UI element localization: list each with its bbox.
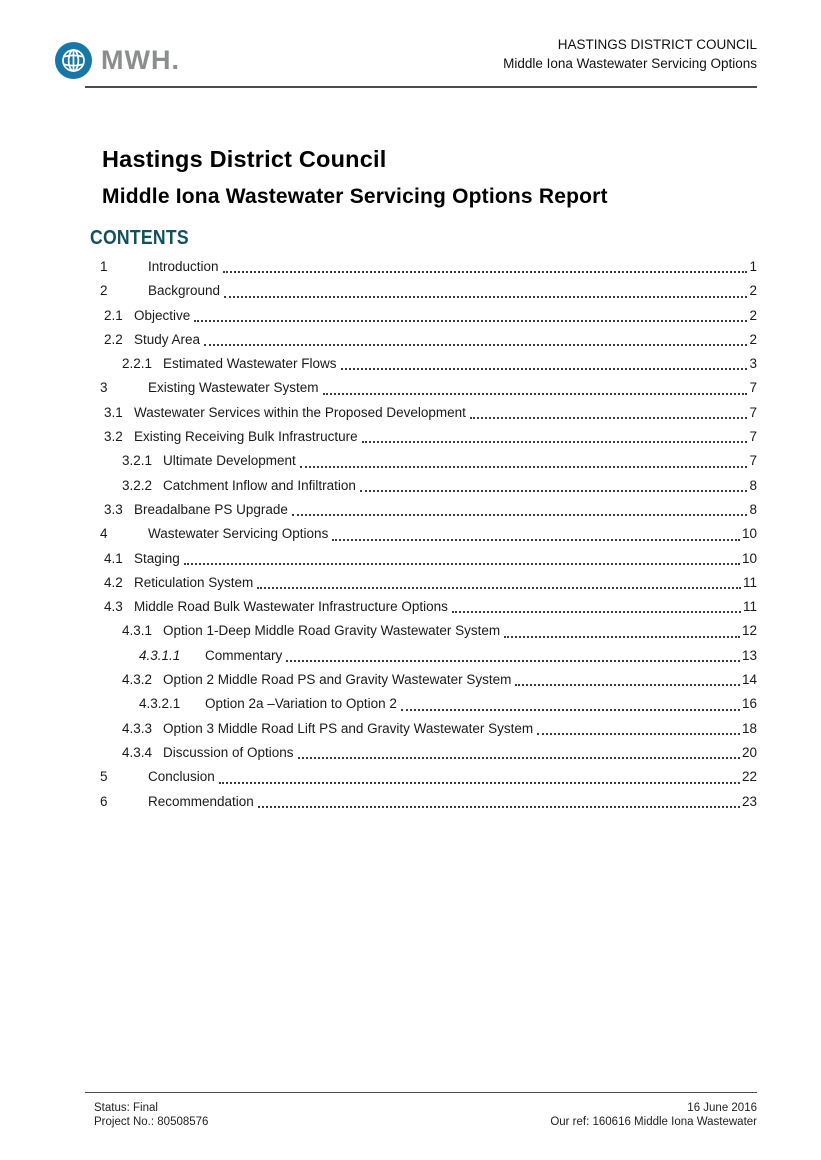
toc-entry-label: Option 2a –Variation to Option 2 [205,696,397,712]
footer-left [94,1101,208,1129]
doc-subtitle: Middle Iona Wastewater Servicing Options Report [102,185,608,208]
toc-entry [97,765,757,789]
toc-entry-label: Wastewater Servicing Options [148,526,329,542]
toc-entry-label: Middle Road Bulk Wastewater Infrastructure Options [134,599,448,615]
toc-entry-number: 4 [100,526,108,542]
toc-leader-dots [257,585,741,589]
toc-entry [97,328,757,352]
toc-entry [97,401,757,425]
toc-entry [97,595,757,619]
toc-entry [97,790,757,814]
toc-entry [97,376,757,400]
toc-entry-label: Existing Wastewater System [148,380,319,396]
toc-entry [97,692,757,716]
toc-entry-label: Commentary [205,647,283,663]
toc-entry [97,425,757,449]
toc-entry-label: Study Area [134,331,201,347]
toc-entry [97,668,757,692]
toc-entry-number: 3.2.1 [122,453,153,469]
toc-entry-label: Wastewater Services within the Proposed Development [134,404,466,420]
toc-entry-label: Background [148,283,221,299]
toc-entry-page: 7 [749,380,757,396]
toc-entry-label: Option 2 Middle Road PS and Gravity Wastewater System [163,672,512,688]
toc-entry-page: 1 [749,259,757,274]
toc-entry-number: 4.3.1.1 [139,647,181,663]
toc-entry-page: 18 [741,720,757,736]
toc-entry-number: 3.1 [104,404,123,420]
mwh-logo [55,42,180,79]
toc-leader-dots [360,488,748,492]
toc-entry-label: Existing Receiving Bulk Infrastructure [134,429,358,445]
toc-leader-dots [184,561,740,565]
header-doc-line: Middle Iona Wastewater Servicing Options [503,55,757,71]
toc-entry [97,449,757,473]
toc-entry-number: 4.1 [104,550,123,566]
footer-rule [85,1092,757,1093]
footer-status: Status: Final [94,1102,158,1114]
toc-leader-dots [401,707,740,711]
toc-leader-dots [258,804,740,808]
toc-entry-label: Staging [134,550,180,566]
toc-leader-dots [219,780,740,784]
toc-entry-label: Breadalbane PS Upgrade [134,501,288,517]
toc-entry [97,741,757,765]
toc-entry-number: 3.2 [104,429,123,445]
toc-leader-dots [286,658,740,662]
toc-leader-dots [323,391,748,395]
toc-entry-number: 3 [100,380,108,396]
toc-entry [97,279,757,303]
toc-leader-dots [515,682,740,686]
header-right [503,36,757,73]
toc-entry-label: Option 1-Deep Middle Road Gravity Wastewater System [163,623,501,639]
toc-entry-page: 22 [741,769,757,785]
toc-entry-page: 13 [741,647,757,663]
toc-entry-page: 10 [741,550,757,566]
footer-ref: Our ref: 160616 Middle Iona Wastewater [550,1116,757,1128]
footer-project: Project No.: 80508576 [94,1116,209,1128]
toc-entry-number: 4.3.1 [122,623,153,639]
toc-entry-label: Discussion of Options [163,744,294,760]
toc-entry [97,644,757,668]
toc-entry-page: 20 [741,744,757,760]
globe-icon [55,42,92,79]
toc-entry [97,474,757,498]
toc-entry-number: 3.3 [104,501,123,517]
toc-entry-number: 3.2.2 [122,477,153,493]
header-rule [85,86,757,88]
toc-leader-dots [298,755,740,759]
toc-leader-dots [204,342,747,346]
toc-entry-number: 2.2.1 [122,356,153,372]
toc-entry [97,304,757,328]
toc-entry-label: Option 3 Middle Road Lift PS and Gravity Wastewater System [163,720,534,736]
toc-entry [97,522,757,546]
toc-entry-page: 16 [741,696,757,712]
toc-entry [97,352,757,376]
toc-leader-dots [224,294,747,298]
toc-entry-number: 6 [100,793,108,809]
toc-leader-dots [537,731,740,735]
toc-entry-page: 8 [749,477,757,493]
toc-leader-dots [362,439,748,443]
toc-entry-label: Reticulation System [134,574,254,590]
toc-leader-dots [300,464,748,468]
contents-heading: CONTENTS [90,227,189,249]
toc-entry-page: 11 [742,599,757,615]
toc-entry-label: Ultimate Development [163,453,296,469]
toc-leader-dots [504,634,740,638]
toc-leader-dots [223,269,748,273]
toc-entry-number: 2 [100,283,108,299]
toc-entry [97,547,757,571]
toc-leader-dots [194,318,747,322]
toc-entry-label: Estimated Wastewater Flows [163,356,337,372]
toc-leader-dots [470,415,748,419]
toc-entry [97,255,757,279]
toc-entry-number: 4.3 [104,599,123,615]
toc-entry-page: 3 [749,356,757,372]
toc-list [97,255,757,814]
toc-leader-dots [292,512,748,516]
toc-entry-page: 12 [741,623,757,639]
brand-text: MWH. [101,45,180,75]
toc-entry [97,498,757,522]
footer-date: 16 June 2016 [687,1102,757,1114]
toc-entry-label: Recommendation [148,793,254,809]
toc-entry-number: 4.2 [104,574,123,590]
footer-right [550,1101,757,1129]
toc-entry-page: 7 [749,429,757,445]
toc-entry-number: 2.2 [104,331,123,347]
toc-entry-label: Objective [134,307,191,323]
doc-title: Hastings District Council [102,146,387,172]
toc-entry-number: 4.3.3 [122,720,153,736]
toc-entry-page: 10 [741,526,757,542]
toc-entry-label: Introduction [148,259,219,274]
toc-entry-number: 5 [100,769,108,785]
toc-entry-label: Conclusion [148,769,215,785]
toc-entry-page: 2 [749,307,757,323]
toc-entry-page: 2 [749,283,757,299]
toc-entry-page: 2 [749,331,757,347]
toc-leader-dots [341,366,748,370]
toc-entry-number: 4.3.2 [122,672,153,688]
toc-entry-number: 1 [100,259,108,274]
toc-entry-page: 7 [749,404,757,420]
header-org-line: HASTINGS DISTRICT COUNCIL [557,37,757,52]
toc-entry-page: 8 [749,501,757,517]
toc-entry-page: 14 [741,672,757,688]
toc-entry-number: 2.1 [104,307,123,323]
toc-entry-number: 4.3.2.1 [139,696,181,712]
toc-entry-number: 4.3.4 [122,744,153,760]
toc-leader-dots [452,609,741,613]
toc-entry-page: 11 [742,574,757,590]
toc-entry [97,571,757,595]
toc-entry-label: Catchment Inflow and Infiltration [163,477,356,493]
toc-entry [97,717,757,741]
toc-entry-page: 23 [741,793,757,809]
toc-leader-dots [332,537,740,541]
toc-entry [97,619,757,643]
toc-entry-page: 7 [749,453,757,469]
